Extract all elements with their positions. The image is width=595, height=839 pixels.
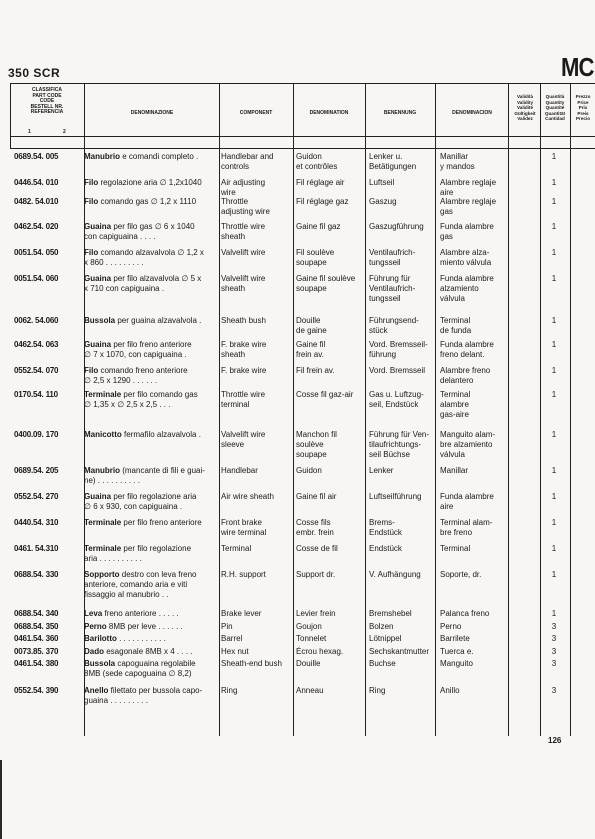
denominazione-detail: freno anteriore . . . . . (102, 609, 179, 618)
header-quantita-line: Quantity (545, 99, 565, 105)
denomination-fr: Levier frein (296, 609, 336, 618)
part-code: 0688.54. 350 (14, 622, 59, 631)
component-en: Front brake wire terminal (221, 518, 267, 537)
component-en: Hex nut (221, 647, 249, 656)
quantity: 1 (551, 152, 557, 161)
header-classifica-line: REFERENCIA (30, 109, 64, 116)
header-validita-line: Gültigkeit (514, 110, 536, 116)
denominazione-detail: per filo gas ∅ 6 x 1040 con capiguaina . . . . (84, 222, 195, 241)
denominazione-detail: capoguaina regolabile 8MB (sede capoguaina ∅ 8,2) (84, 659, 196, 678)
denominazione-detail: . . . . . . . . . . . (116, 634, 166, 643)
benennung-de: Führung für Ventilaufrich- tungsseil (369, 274, 416, 303)
denominazione-keyword: Manicotto (84, 430, 122, 439)
quantity: 3 (551, 659, 557, 668)
denominacion-es: Funda alambre gas (440, 222, 494, 241)
denominazione-it (84, 152, 218, 162)
denominazione-keyword: Guaina (84, 492, 112, 501)
quantity: 3 (551, 686, 557, 695)
benennung-de: V. Aufhängung (369, 570, 421, 579)
denomination-fr: Goujon (296, 622, 322, 631)
denominazione-keyword: Bussola (84, 659, 116, 668)
denominazione-it (84, 647, 218, 657)
component-en: Valvelift wire sheath (221, 274, 266, 293)
benennung-de: Gaszugführung (369, 222, 424, 231)
quantity: 3 (551, 622, 557, 631)
denominazione-it (84, 430, 218, 440)
denominazione-keyword: Terminale (84, 390, 122, 399)
quantity: 1 (551, 390, 557, 399)
denominacion-es: Perno (440, 622, 462, 631)
part-code: 0462.54. 063 (14, 340, 59, 349)
component-en: Throttle wire sheath (221, 222, 266, 241)
denominazione-detail: regolazione aria ∅ 1,2x1040 (98, 178, 202, 187)
part-code: 0073.85. 370 (14, 647, 59, 656)
denomination-fr: Guidon (296, 466, 322, 475)
denominazione-detail: 8MB per leve . . . . . . (106, 622, 183, 631)
denomination-fr: Écrou hexag. (296, 647, 344, 656)
part-code: 0688.54. 330 (14, 570, 59, 579)
quantity: 3 (551, 634, 557, 643)
denominazione-keyword: Guaina (84, 340, 112, 349)
denomination-fr: Cosse de fil (296, 544, 338, 553)
denominacion-es: Terminal (440, 544, 471, 553)
denominazione-keyword: Guaina (84, 222, 112, 231)
part-code: 0461.54. 380 (14, 659, 59, 668)
denominazione-keyword: Manubrio (84, 152, 120, 161)
denominazione-it (84, 544, 218, 564)
header-validita-line: Validity (516, 99, 534, 105)
benennung-de: Luftseilführung (369, 492, 422, 501)
denominazione-keyword: Manubrio (84, 466, 120, 475)
denominazione-it (84, 686, 218, 706)
quantity: 3 (551, 647, 557, 656)
benennung-de: Führungsend- stück (369, 316, 419, 335)
header-benennung: BENENNUNG (383, 110, 417, 116)
quantity: 1 (551, 340, 557, 349)
denomination-fr: Fil réglage air (296, 178, 345, 187)
header-denominacion: DENOMINACION (452, 110, 492, 116)
denomination-fr: Support dr. (296, 570, 336, 579)
denominazione-detail: per filo comando gas ∅ 1,35 x ∅ 2,5 x 2,5 . . . (84, 390, 198, 409)
denominazione-detail: comando alzavalvola ∅ 1,2 x x 860 . . . . . . . . . (84, 248, 204, 267)
header-prezzo-line: Preis (577, 110, 589, 116)
denomination-fr: Gaine fil frein av. (296, 340, 326, 359)
component-en: Pin (221, 622, 233, 631)
benennung-de: Buchse (369, 659, 396, 668)
header-prezzo-line: Prezzo (575, 94, 591, 99)
denominacion-es: Alambre reglaje gas (440, 197, 497, 216)
denominazione-it (84, 622, 218, 632)
denomination-fr: Guidon et contrôles (296, 152, 338, 171)
denomination-fr: Gaine fil gaz (296, 222, 341, 231)
page-number: 126 (548, 736, 562, 745)
part-code: 0440.54. 310 (14, 518, 59, 527)
header-sub-1: 1 (28, 129, 31, 135)
quantity: 1 (551, 466, 557, 475)
component-en: Sheath bush (221, 316, 266, 325)
denominazione-detail: comando freno anteriore ∅ 2,5 x 1290 . . . . . . (84, 366, 188, 385)
denomination-fr: Cosse fils embr. frein (296, 518, 334, 537)
quantity: 1 (551, 222, 557, 231)
denominazione-detail: per filo regolazione aria . . . . . . . . . . (84, 544, 192, 563)
header-quantita-line: Quantità (545, 94, 565, 99)
part-code: 0689.54. 005 (14, 152, 59, 161)
denominazione-it (84, 634, 218, 644)
quantity: 1 (551, 248, 557, 257)
denominazione-detail: filettato per bussola capo- guaina . . . . . . . . . (84, 686, 203, 705)
denominazione-keyword: Terminale (84, 544, 122, 553)
denomination-fr: Tonnelet (296, 634, 327, 643)
header-prezzo-line: Precio (575, 116, 591, 121)
header-validita-line: Validez (517, 116, 533, 121)
denominacion-es: Terminal alam- bre freno (440, 518, 493, 537)
denomination-fr: Gaine fil soulève soupape (296, 274, 356, 293)
part-code: 0400.09. 170 (14, 430, 59, 439)
benennung-de: Sechskantmutter (369, 647, 430, 656)
denominazione-it (84, 492, 218, 512)
page-left-mark (0, 760, 2, 839)
denominazione-it (84, 609, 218, 619)
benennung-de: Führung für Ven- tilaufrichtungs- seil Büchse (369, 430, 430, 459)
component-en: R.H. support (221, 570, 266, 579)
quantity: 1 (551, 366, 557, 375)
denominacion-es: Barrilete (440, 634, 470, 643)
component-en: Handlebar and controls (221, 152, 274, 171)
component-en: Barrel (221, 634, 243, 643)
quantity: 1 (551, 518, 557, 527)
denominazione-detail: (mancante di fili e guai- ne) . . . . . . . . . . (84, 466, 205, 485)
quantity: 1 (551, 609, 557, 618)
denomination-fr: Gaine fil air (296, 492, 337, 501)
part-code: 0552.54. 390 (14, 686, 59, 695)
benennung-de: Gas u. Luftzug- seil, Endstück (369, 390, 424, 409)
denominazione-it (84, 274, 218, 294)
quantity: 1 (551, 274, 557, 283)
denominacion-es: Soporte, dr. (440, 570, 482, 579)
denominacion-es: Funda alambre aire (440, 492, 494, 511)
header-prezzo-line: Prix (578, 105, 588, 110)
part-code: 0688.54. 340 (14, 609, 59, 618)
header-denomination: DENOMINATION (309, 110, 349, 116)
quantity: 1 (551, 544, 557, 553)
denominacion-es: Manillar y mandos (440, 152, 475, 171)
header-classifica-line: BESTELL NR. (30, 103, 64, 110)
denominazione-it (84, 390, 218, 410)
denominacion-es: Manguito (440, 659, 473, 668)
denominacion-es: Manguito alam- bre alzamiento válvula (440, 430, 496, 459)
benennung-de: Vord. Bremsseil- führung (369, 340, 428, 359)
quantity: 1 (551, 430, 557, 439)
quantity: 1 (551, 316, 557, 325)
part-code: 0482. 54.010 (14, 197, 59, 206)
denominazione-keyword: Leva (84, 609, 103, 618)
denominazione-keyword: Filo (84, 248, 99, 257)
component-en: Throttle adjusting wire (221, 197, 270, 216)
denominazione-detail: esagonale 8MB x 4 . . . . (104, 647, 193, 656)
part-code: 0461.54. 360 (14, 634, 59, 643)
header-quantita-line: Cantidad (545, 116, 565, 121)
part-code: 0461. 54.310 (14, 544, 59, 553)
denominacion-es: Funda alambre freno delant. (440, 340, 494, 359)
denominazione-detail: per filo regolazione aria ∅ 6 x 930, con capiguaina . (84, 492, 197, 511)
denomination-fr: Douille de gaine (296, 316, 327, 335)
denominacion-es: Manillar (440, 466, 469, 475)
benennung-de: Lenker u. Betätigungen (369, 152, 417, 171)
benennung-de: Bremshebel (369, 609, 412, 618)
component-en: Sheath-end bush (221, 659, 282, 668)
denominacion-es: Funda alambre alzamiento válvula (440, 274, 494, 303)
denominazione-detail: comando gas ∅ 1,2 x 1110 (98, 197, 197, 206)
benennung-de: Gaszug (369, 197, 397, 206)
model-title: 350 SCR (8, 66, 61, 80)
benennung-de: Ring (369, 686, 386, 695)
header-prezzo (571, 94, 595, 122)
denomination-fr: Anneau (296, 686, 324, 695)
benennung-de: Vord. Bremsseil (369, 366, 426, 375)
denominazione-it (84, 316, 218, 326)
component-en: Valvelift wire (221, 248, 266, 257)
header-sub-2: 2 (63, 129, 66, 135)
part-code: 0051.54. 050 (14, 248, 59, 257)
denominazione-it (84, 659, 218, 679)
component-en: Valvelift wire sleeve (221, 430, 266, 449)
denominacion-es: Alambre reglaje aire (440, 178, 497, 197)
header-component: COMPONENT (239, 110, 273, 116)
denominazione-keyword: Barilotto (84, 634, 117, 643)
component-en: Throttle wire terminal (221, 390, 266, 409)
denominazione-keyword: Perno (84, 622, 107, 631)
part-code: 0446.54. 010 (14, 178, 59, 187)
denominazione-it (84, 518, 218, 528)
header-validita-line: Validità (516, 94, 534, 99)
denominacion-es: Terminal alambre gas-aire (440, 390, 471, 419)
denominacion-es: Terminal de funda (440, 316, 472, 335)
quantity: 1 (551, 570, 557, 579)
benennung-de: Brems- Endstück (369, 518, 402, 537)
header-validita (511, 94, 539, 122)
header-classifica-line: CODE (39, 98, 55, 105)
header-validita-line: Validité (516, 105, 534, 110)
part-code: 0689.54. 205 (14, 466, 59, 475)
denominazione-keyword: Dado (84, 647, 104, 656)
part-code: 0552.54. 070 (14, 366, 59, 375)
denominacion-es: Tuerca e. (440, 647, 474, 656)
denomination-fr: Cosse fil gaz-air (296, 390, 354, 399)
denominazione-keyword: Terminale (84, 518, 122, 527)
denomination-fr: Fil réglage gaz (296, 197, 349, 206)
header-quantita-line: Quantité (545, 105, 565, 110)
denomination-fr: Manchon fil soulève soupape (296, 430, 337, 459)
denominazione-detail: per filo freno anteriore ∅ 7 x 1070, con capiguaina . (84, 340, 192, 359)
component-en: Ring (221, 686, 238, 695)
benennung-de: Lenker (369, 466, 394, 475)
denominazione-it (84, 466, 218, 486)
denominazione-it (84, 222, 218, 242)
benennung-de: Luftseil (369, 178, 395, 187)
header-quantita (541, 94, 569, 122)
denominazione-keyword: Filo (84, 178, 99, 187)
header-classifica-line: CLASSIFICA (32, 87, 62, 93)
denominazione-it (84, 366, 218, 386)
denominacion-es: Alambre freno delantero (440, 366, 491, 385)
denominacion-es: Palanca freno (440, 609, 490, 618)
denominazione-keyword: Guaina (84, 274, 112, 283)
quantity: 1 (551, 178, 557, 187)
quantity: 1 (551, 197, 557, 206)
part-code: 0462.54. 020 (14, 222, 59, 231)
component-en: Air adjusting wire (221, 178, 266, 197)
denominazione-it (84, 570, 218, 600)
denominazione-it (84, 248, 218, 268)
denominazione-detail: per guaina alzavalvola . (115, 316, 202, 325)
denominazione-detail: per filo freno anteriore (121, 518, 202, 527)
header-classifica-line: PART CODE (32, 92, 62, 99)
denominazione-it (84, 340, 218, 360)
denomination-fr: Fil soulève soupape (296, 248, 335, 267)
header-quantita-line: Quantität (544, 110, 566, 116)
denomination-fr: Douille (296, 659, 321, 668)
component-en: Handlebar (221, 466, 258, 475)
benennung-de: Ventilaufrich- tungsseil (369, 248, 416, 267)
benennung-de: Lötnippel (369, 634, 402, 643)
header-prezzo-line: Price (577, 99, 589, 105)
denominacion-es: Alambre alza- miento válvula (440, 248, 492, 267)
denominazione-keyword: Sopporto (84, 570, 120, 579)
header-classifica (12, 88, 82, 116)
denominazione-it (84, 197, 218, 207)
denominazione-detail: e comandi completo . (120, 152, 199, 161)
benennung-de: Endstück (369, 544, 402, 553)
denominazione-detail: destro con leva freno anteriore, comando aria e viti fissaggio al manubrio . . (84, 570, 197, 599)
denominazione-detail: fermafilo alzavalvola . (121, 430, 201, 439)
denominacion-es: Anillo (440, 686, 460, 695)
brand-title: MC (561, 52, 594, 82)
benennung-de: Bolzen (369, 622, 394, 631)
component-en: F. brake wire sheath (221, 340, 267, 359)
part-code: 0552.54. 270 (14, 492, 59, 501)
component-en: Air wire sheath (221, 492, 274, 501)
denominazione-keyword: Bussola (84, 316, 116, 325)
part-code: 0051.54. 060 (14, 274, 59, 283)
component-en: Terminal (221, 544, 252, 553)
denominazione-keyword: Filo (84, 366, 99, 375)
component-en: F. brake wire (221, 366, 267, 375)
denominazione-keyword: Anello (84, 686, 109, 695)
denominazione-it (84, 178, 218, 188)
part-code: 0170.54. 110 (14, 390, 58, 399)
header-denominazione: DENOMINAZIONE (130, 110, 174, 116)
denomination-fr: Fil frein av. (296, 366, 335, 375)
denominazione-keyword: Filo (84, 197, 99, 206)
component-en: Brake lever (221, 609, 262, 618)
denominazione-detail: per filo alzavalvola ∅ 5 x x 710 con capiguaina . (84, 274, 202, 293)
part-code: 0062. 54.060 (14, 316, 59, 325)
quantity: 1 (551, 492, 557, 501)
